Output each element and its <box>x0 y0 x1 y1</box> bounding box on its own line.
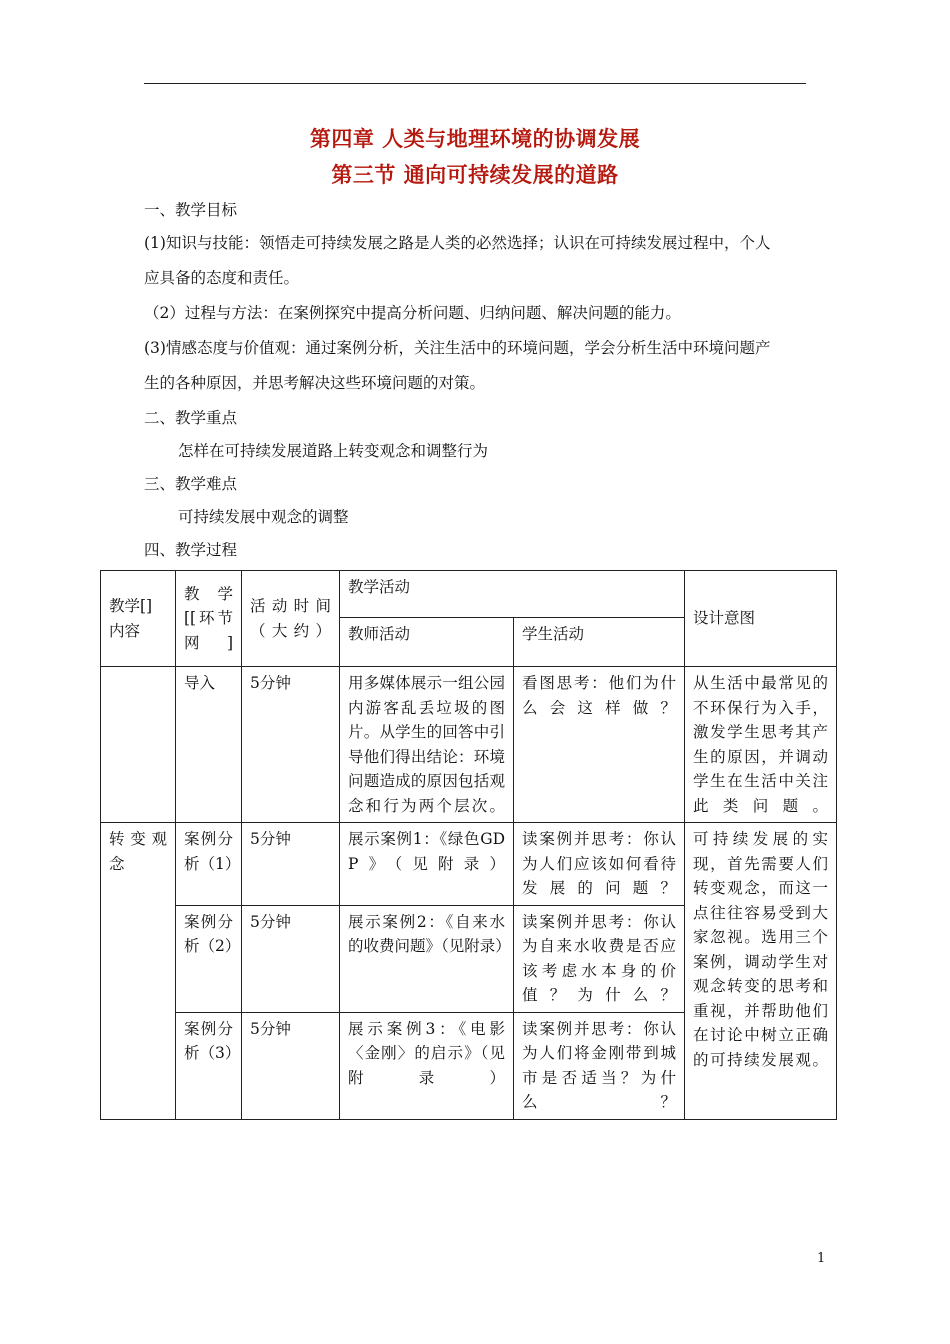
header-content: 教学[]内容 <box>101 571 176 667</box>
objective-1-line-1: (1)知识与技能：领悟走可持续发展之路是人类的必然选择；认识在可持续发展过程中，个人 <box>144 234 771 252</box>
row-intent: 可持续发展的实现，首先需要人们转变观念，而这一点往往容易受到大家忽视。选用三个案例，调动学生对观念转变的思考和重视，并帮助他们在讨论中树立正确的可持续发展观。 <box>685 823 837 1120</box>
row-teacher: 展示案例1：《绿色GDP》（见附录） <box>340 823 514 906</box>
row-student: 读案例并思考：你认为自来水收费是否应该考虑水本身的价值？为什么？ <box>514 905 685 1012</box>
row-teacher: 展示案例2：《自来水的收费问题》（见附录） <box>340 905 514 1012</box>
row-content: 转变观念 <box>101 823 176 1120</box>
row-stage: 案例分析（2） <box>176 905 242 1012</box>
objective-1-line-2: 应具备的态度和责任。 <box>144 269 300 287</box>
row-intent: 从生活中最常见的不环保行为入手，激发学生思考其产生的原因，并调动学生在生活中关注此类问题。 <box>685 667 837 823</box>
row-stage: 案例分析（1） <box>176 823 242 906</box>
row-student: 读案例并思考：你认为人们将金刚带到城市是否适当？为什么？ <box>514 1012 685 1119</box>
table-header-row <box>101 571 837 618</box>
teaching-process-table <box>100 570 837 1120</box>
key-point-heading: 二、教学重点 <box>144 409 238 427</box>
header-stage: 教学[[环节网] <box>176 571 242 667</box>
section-title: 第三节 通向可持续发展的道路 <box>331 163 619 187</box>
row-time: 5分钟 <box>242 667 340 823</box>
row-time: 5分钟 <box>242 823 340 906</box>
chapter-title: 第四章 人类与地理环境的协调发展 <box>309 127 641 151</box>
row-stage: 导入 <box>176 667 242 823</box>
objective-3-line-2: 生的各种原因，并思考解决这些环境问题的对策。 <box>144 374 486 392</box>
table-row <box>101 667 837 823</box>
row-time: 5分钟 <box>242 1012 340 1119</box>
row-teacher: 展示案例3：《电影〈金刚〉的启示》（见附录） <box>340 1012 514 1119</box>
process-heading: 四、教学过程 <box>144 541 238 559</box>
objective-2: （2）过程与方法：在案例探究中提高分析问题、归纳问题、解决问题的能力。 <box>144 304 681 322</box>
objective-3-line-1: (3)情感态度与价值观：通过案例分析，关注生活中的环境问题，学会分析生活中环境问题产 <box>144 339 771 357</box>
difficulty-heading: 三、教学难点 <box>144 475 238 493</box>
objectives-heading: 一、教学目标 <box>144 201 238 219</box>
page-number: 1 <box>817 1251 826 1266</box>
key-point-text: 怎样在可持续发展道路上转变观念和调整行为 <box>178 442 489 460</box>
row-stage: 案例分析（3） <box>176 1012 242 1119</box>
row-content <box>101 667 176 823</box>
header-rule <box>144 83 806 84</box>
row-student: 看图思考：他们为什么会这样做？ <box>514 667 685 823</box>
header-time: 活动时间（大约） <box>242 571 340 667</box>
header-activity: 教学活动 <box>340 571 685 618</box>
header-teacher: 教师活动 <box>340 618 514 667</box>
header-student: 学生活动 <box>514 618 685 667</box>
row-time: 5分钟 <box>242 905 340 1012</box>
row-teacher: 用多媒体展示一组公园内游客乱丢垃圾的图片。从学生的回答中引导他们得出结论：环境问题造成的原因包括观念和行为两个层次。 <box>340 667 514 823</box>
row-student: 读案例并思考：你认为人们应该如何看待发展的问题？ <box>514 823 685 906</box>
difficulty-text: 可持续发展中观念的调整 <box>178 508 349 526</box>
header-intent: 设计意图 <box>685 571 837 667</box>
table-row <box>101 823 837 906</box>
